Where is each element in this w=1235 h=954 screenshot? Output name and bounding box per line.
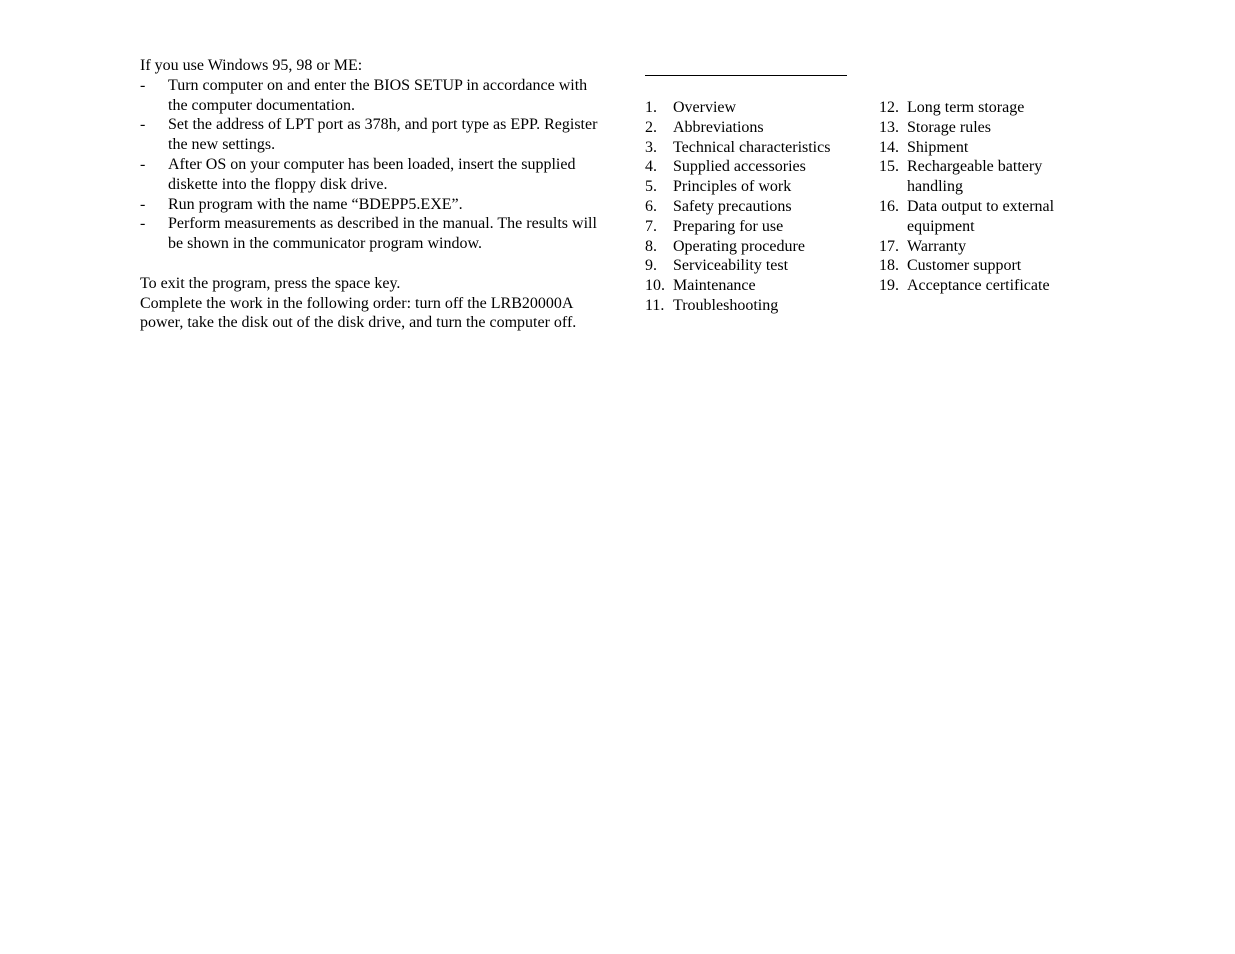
toc-number: 14. [879, 138, 899, 156]
toc-label: Supplied accessories [673, 158, 806, 176]
toc-number: 3. [645, 138, 657, 156]
list-item [879, 138, 1079, 158]
toc-number: 15. [879, 158, 899, 176]
list-item [645, 157, 865, 177]
toc-label: Safety precautions [673, 197, 792, 215]
toc-label: Customer support [907, 257, 1022, 275]
toc-label: Principles of work [673, 178, 792, 196]
list-item [879, 256, 1079, 276]
list-item [879, 157, 1079, 197]
list-item [645, 276, 865, 296]
exit-note: To exit the program, press the space key. [140, 274, 401, 292]
toc-number: 17. [879, 237, 899, 255]
toc-number: 1. [645, 99, 657, 116]
toc-label: Shipment [907, 138, 969, 156]
list-item [645, 296, 865, 316]
toc-number: 16. [879, 197, 899, 215]
list-item [645, 98, 865, 118]
toc-label: Abbreviations [673, 118, 764, 136]
list-item [879, 118, 1079, 138]
bullet-dash: - [140, 155, 146, 173]
windows-intro: If you use Windows 95, 98 or ME: [140, 57, 363, 74]
list-item [879, 98, 1079, 118]
setup-steps-list [140, 76, 600, 254]
toc-label: Data output to external equipment [907, 197, 1055, 235]
toc-label: Rechargeable battery handling [907, 158, 1043, 196]
toc-number: 5. [645, 178, 657, 196]
toc-label: Storage rules [907, 118, 991, 136]
toc-label: Maintenance [673, 277, 756, 295]
list-item [879, 197, 1079, 237]
toc-number: 10. [645, 277, 665, 295]
toc-number: 4. [645, 158, 657, 176]
toc-number: 19. [879, 277, 899, 295]
toc-number: 8. [645, 237, 657, 255]
bullet-dash: - [140, 195, 146, 213]
list-item [879, 237, 1079, 257]
list-item [140, 155, 600, 195]
list-item [879, 276, 1079, 296]
toc-number: 7. [645, 217, 657, 235]
completion-note: Complete the work in the following order: turn off the LRB20000A power, take the disk out of the disk drive, and turn the computer off. [140, 294, 577, 332]
toc-number: 6. [645, 197, 657, 215]
step-text: Run program with the name “BDEPP5.EXE”. [168, 195, 463, 213]
toc-number: 13. [879, 118, 899, 136]
instructions-column [140, 56, 600, 333]
toc-label: Technical characteristics [673, 138, 831, 156]
list-item [645, 118, 865, 138]
toc-label: Long term storage [907, 99, 1025, 116]
paragraph-spacer [140, 254, 600, 274]
list-item [645, 197, 865, 217]
toc-number: 12. [879, 99, 899, 116]
bullet-dash: - [140, 215, 146, 233]
toc-label: Acceptance certificate [907, 277, 1050, 295]
contents-list-right [879, 98, 1079, 296]
toc-label: Overview [673, 99, 737, 116]
list-item [140, 214, 600, 254]
toc-number: 18. [879, 257, 899, 275]
toc-label: Warranty [907, 237, 967, 255]
list-item [140, 76, 600, 116]
list-item [645, 177, 865, 197]
toc-label: Serviceability test [673, 257, 789, 275]
list-item [645, 217, 865, 237]
toc-label: Troubleshooting [673, 296, 779, 314]
toc-number: 11. [645, 296, 665, 314]
toc-label: Preparing for use [673, 217, 784, 235]
list-item [645, 237, 865, 257]
bullet-dash: - [140, 76, 146, 94]
list-item [645, 138, 865, 158]
list-item [645, 256, 865, 276]
step-text: Turn computer on and enter the BIOS SETUP in accordance with the computer documentation. [168, 76, 588, 114]
toc-number: 2. [645, 118, 657, 136]
bullet-dash: - [140, 116, 146, 134]
step-text: Set the address of LPT port as 378h, and port type as EPP. Register the new settings. [168, 116, 598, 154]
list-item [140, 115, 600, 155]
list-item [140, 195, 600, 215]
toc-label: Operating procedure [673, 237, 805, 255]
step-text: After OS on your computer has been loaded, insert the supplied diskette into the floppy disk drive. [168, 155, 576, 193]
section-rule [645, 75, 847, 76]
step-text: Perform measurements as described in the manual. The results will be shown in the communicator program window. [168, 215, 597, 253]
contents-list-left [645, 98, 865, 316]
toc-number: 9. [645, 257, 657, 275]
